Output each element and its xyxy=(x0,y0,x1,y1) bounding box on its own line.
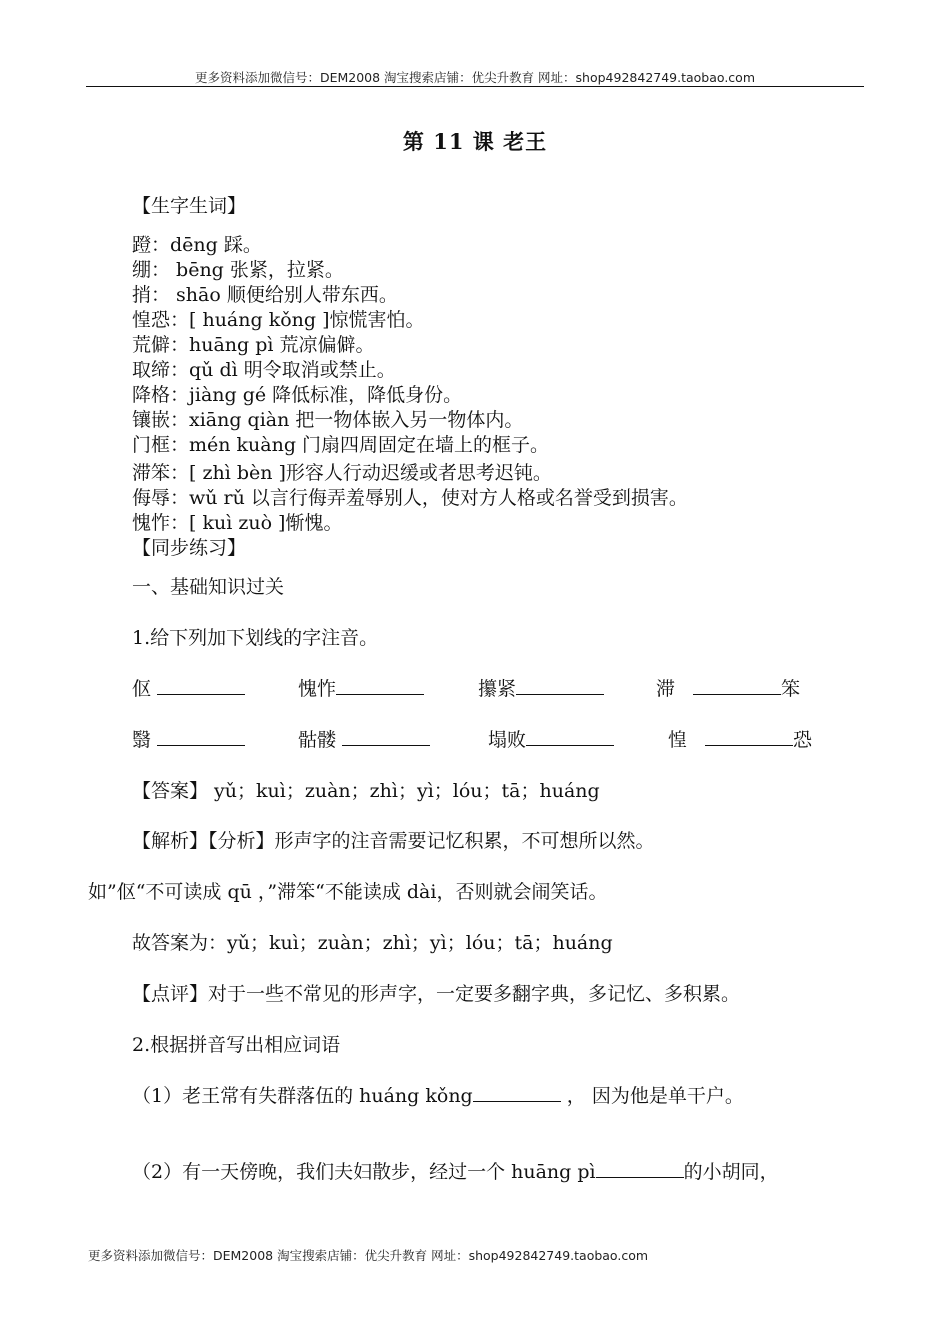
item-text: ， 因为他是单干户。 xyxy=(560,1085,744,1107)
item-text: （1）老王常有失群落伍的 huáng kǒng xyxy=(132,1085,473,1107)
item-char: 伛 xyxy=(132,678,158,700)
question-1-prompt: 1.给下列加下划线的字注音。 xyxy=(132,627,379,649)
answer-blank[interactable] xyxy=(526,727,614,746)
pinyin-item xyxy=(298,727,430,753)
item-text: 的小胡同， xyxy=(683,1161,779,1183)
pinyin-item xyxy=(668,727,812,753)
item-text: （2）有一天傍晚，我们夫妇散步，经过一个 huāng pì xyxy=(132,1161,596,1183)
vocab-item: 滞笨：[ zhì bèn ]形容人行动迟缓或者思考迟钝。 xyxy=(132,462,552,484)
item-char: 塌败 xyxy=(488,729,527,751)
header-divider xyxy=(86,86,864,87)
pinyin-item xyxy=(478,676,604,702)
item-char: 笨 xyxy=(781,678,801,700)
section-heading: 一、基础知识过关 xyxy=(132,576,285,598)
question-2-item-2 xyxy=(132,1159,779,1185)
pinyin-item xyxy=(132,676,245,702)
answer-blank[interactable] xyxy=(705,727,793,746)
pinyin-item xyxy=(132,727,245,753)
answer-text: 【答案】 yǔ；kuì；zuàn；zhì；yì；lóu；tā；huáng xyxy=(132,780,600,802)
item-char: 骷髅 xyxy=(298,729,343,751)
pinyin-item xyxy=(298,676,424,702)
item-char: 惶 xyxy=(668,729,694,751)
analysis-text: 【解析】【分析】形声字的注音需要记忆积累，不可想所以然。 xyxy=(132,830,655,852)
vocab-item: 降格：jiàng gé 降低标准，降低身份。 xyxy=(132,384,463,406)
vocab-item: 侮辱：wǔ rǔ 以言行侮弄羞辱别人，使对方人格或名誉受到损害。 xyxy=(132,487,688,509)
item-char: 攥紧 xyxy=(478,678,517,700)
example-text: 如”伛“不可读成 qū ，”滞笨“不能读成 dài，否则就会闹笑话。 xyxy=(88,881,608,903)
question-2-item-1 xyxy=(132,1083,744,1109)
answer-blank[interactable] xyxy=(336,676,424,695)
item-char: 恐 xyxy=(793,729,813,751)
answer-blank[interactable] xyxy=(342,727,430,746)
vocab-item: 取缔：qǔ dì 明令取消或禁止。 xyxy=(132,359,396,381)
practice-heading: 【同步练习】 xyxy=(132,537,247,559)
vocab-item: 愧怍：[ kuì zuò ]惭愧。 xyxy=(132,512,343,534)
vocab-heading: 【生字生词】 xyxy=(132,195,247,217)
comment-text: 【点评】对于一些不常见的形声字，一定要多翻字典，多记忆、多积累。 xyxy=(132,983,741,1005)
answer-blank[interactable] xyxy=(157,727,245,746)
pinyin-item xyxy=(488,727,614,753)
page-title: 第 11 课 老王 xyxy=(402,129,548,154)
answer-blank[interactable] xyxy=(596,1159,684,1178)
question-2-prompt: 2.根据拼音写出相应词语 xyxy=(132,1034,341,1056)
vocab-item: 惶恐：[ huáng kǒng ]惊慌害怕。 xyxy=(132,309,425,331)
answer-blank[interactable] xyxy=(473,1083,561,1102)
page-footer: 更多资料添加微信号：DEM2008 淘宝搜索店铺：优尖升教育 网址：shop492842749.taobao.com xyxy=(88,1248,649,1263)
item-char: 愧怍 xyxy=(298,678,337,700)
item-char: 翳 xyxy=(132,729,158,751)
conclusion-text: 故答案为：yǔ；kuì；zuàn；zhì；yì；lóu；tā；huáng xyxy=(132,932,613,954)
answer-blank[interactable] xyxy=(516,676,604,695)
vocab-item: 蹬：dēng 踩。 xyxy=(132,234,262,256)
answer-blank[interactable] xyxy=(157,676,245,695)
page-header: 更多资料添加微信号：DEM2008 淘宝搜索店铺：优尖升教育 网址：shop492842749.taobao.com xyxy=(194,70,756,85)
item-char: 滞 xyxy=(656,678,682,700)
vocab-item: 荒僻：huāng pì 荒凉偏僻。 xyxy=(132,334,375,356)
vocab-item: 捎： shāo 顺便给别人带东西。 xyxy=(132,284,398,306)
vocab-item: 门框：mén kuàng 门扇四周固定在墙上的框子。 xyxy=(132,434,550,456)
vocab-item: 镶嵌：xiāng qiàn 把一物体嵌入另一物体内。 xyxy=(132,409,524,431)
vocab-item: 绷： bēng 张紧，拉紧。 xyxy=(132,259,344,281)
answer-blank[interactable] xyxy=(693,676,781,695)
pinyin-item xyxy=(656,676,800,702)
